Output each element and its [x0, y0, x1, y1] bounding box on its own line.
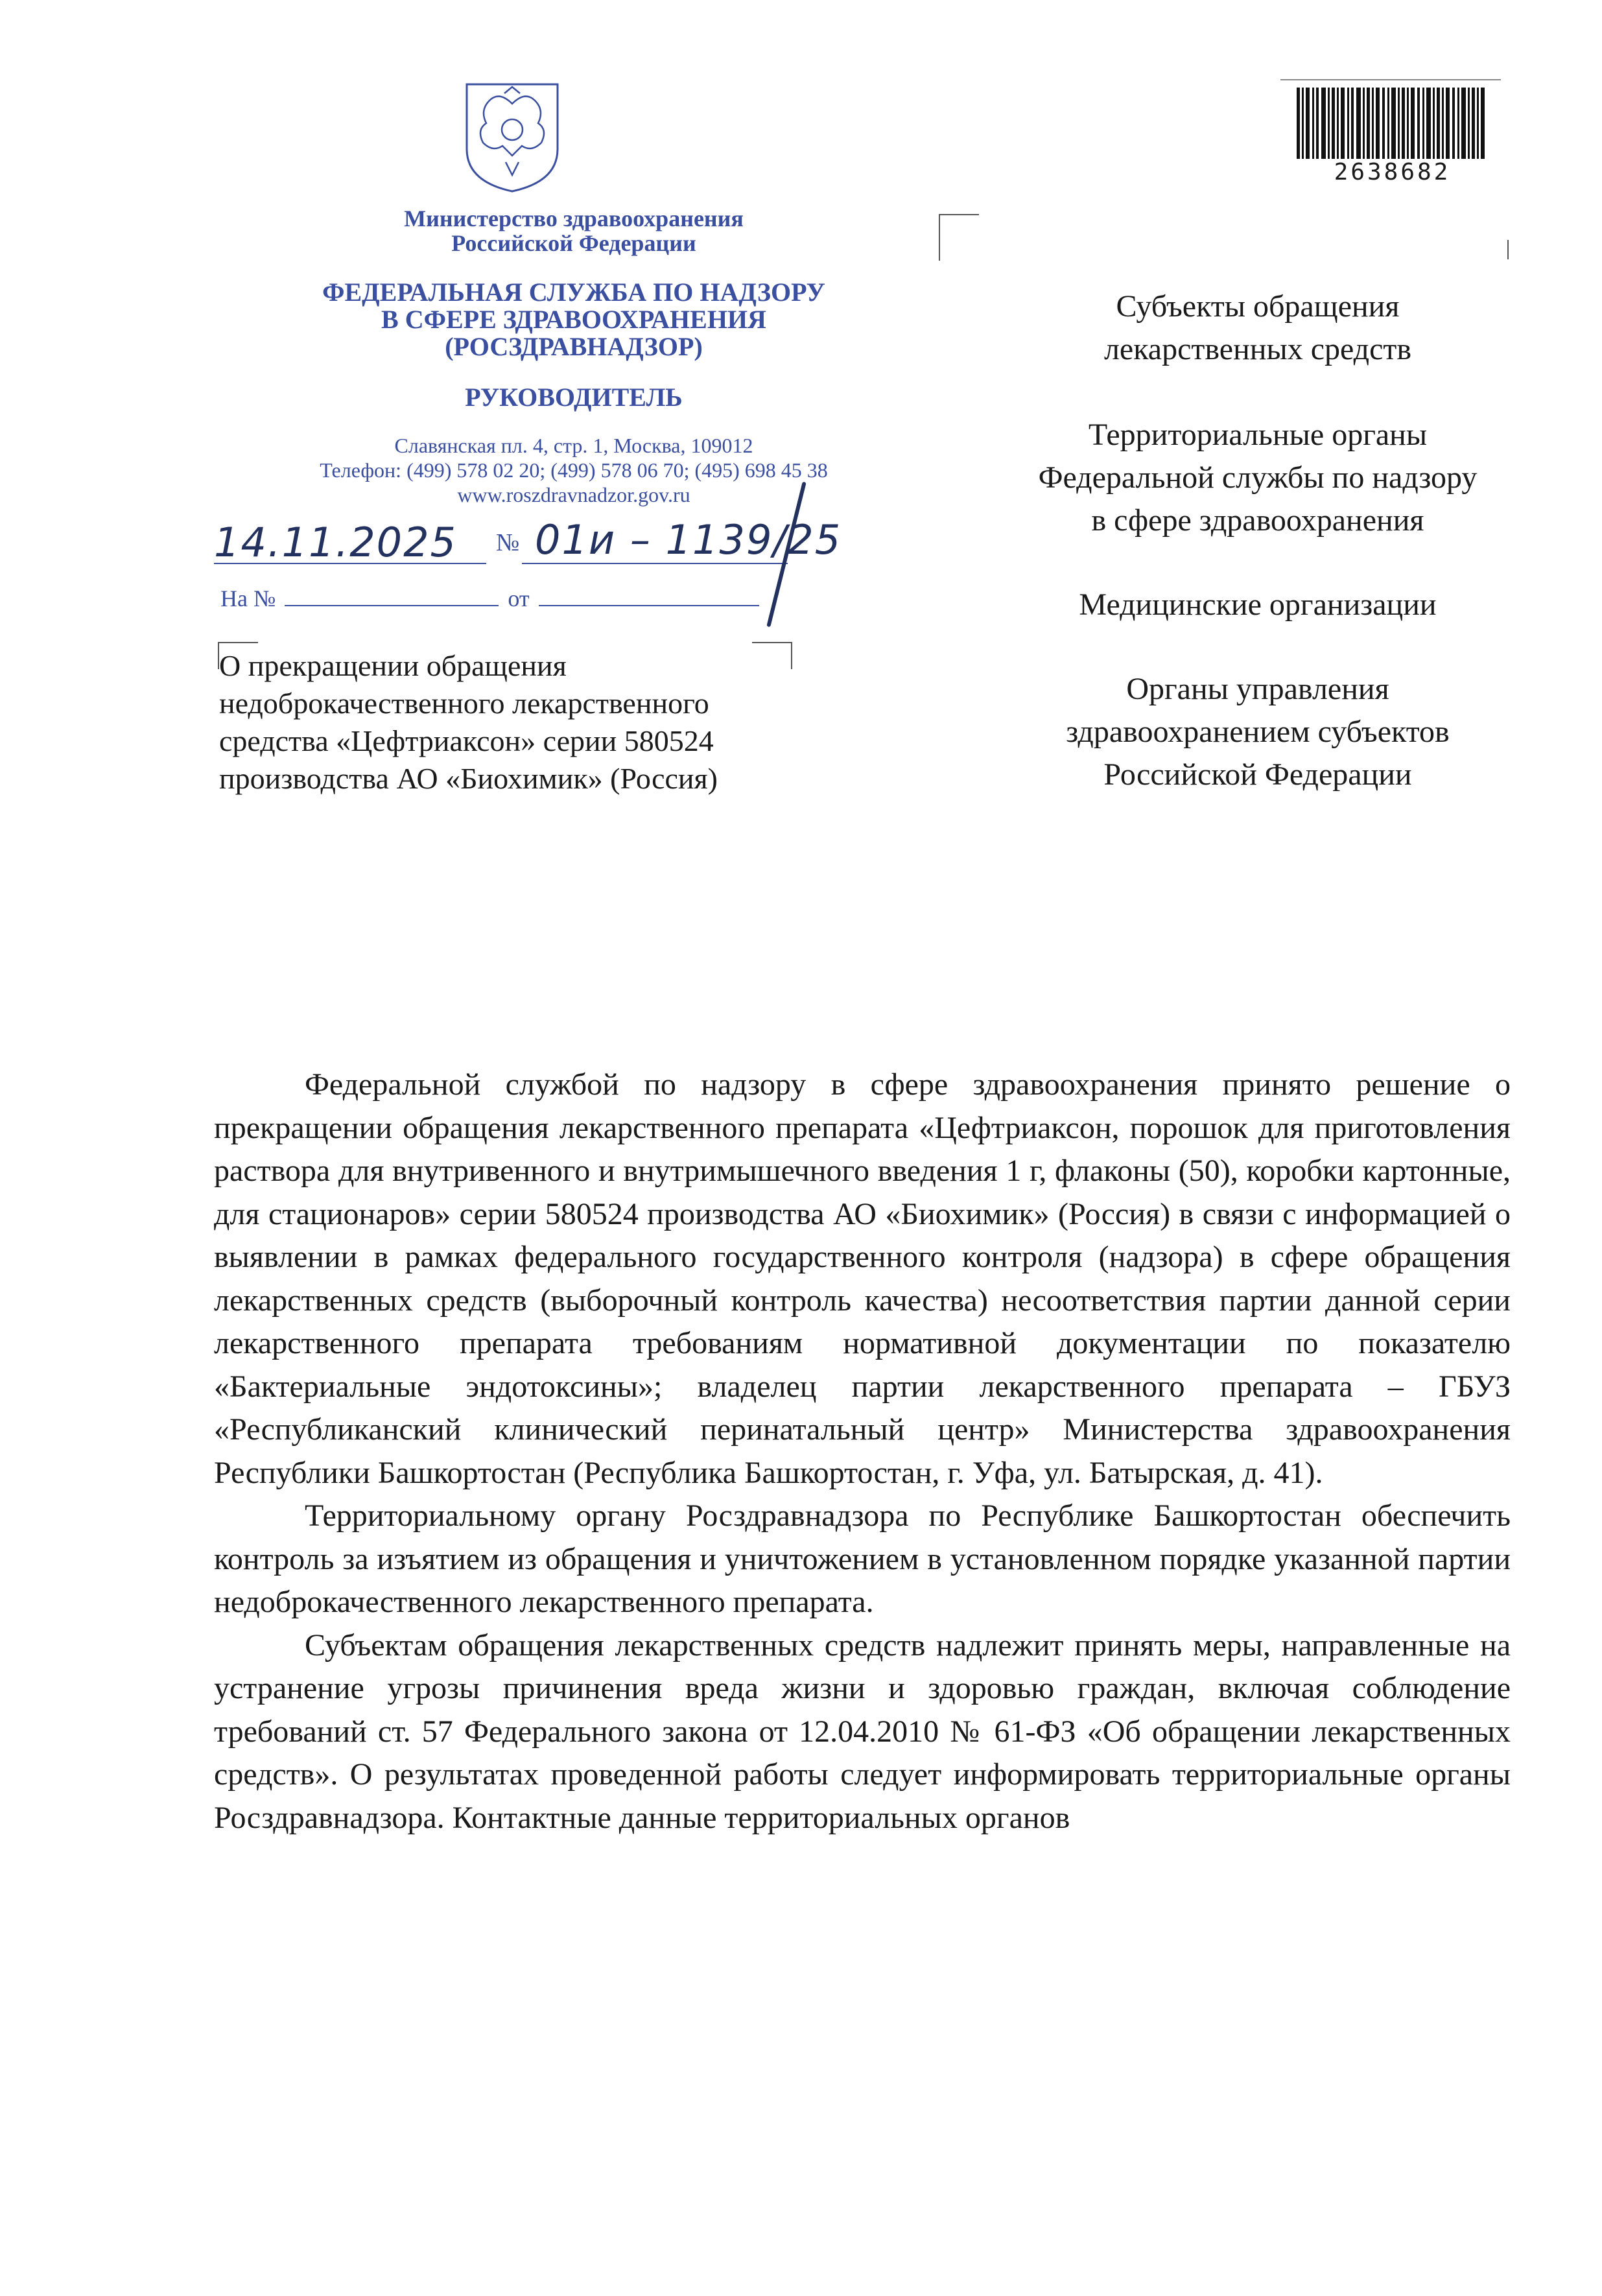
barcode — [1297, 88, 1488, 159]
registration-number-sign: № — [496, 529, 520, 556]
reply-number-label: На № — [220, 586, 276, 611]
letterhead-position: РУКОВОДИТЕЛЬ — [465, 383, 683, 412]
letterhead-contacts: Славянская пл. 4, стр. 1, Москва, 109012 Телефон: (499) 578 02 20; (499) 578 06 70; (495) 698 45 38 www.roszdravnadzor.gov.ru — [320, 434, 828, 506]
reply-date-label: от — [508, 586, 530, 611]
body-paragraph: Субъектам обращения лекарственных средств надлежит принять меры, направленные на устранение угрозы причинения вреда жизни и здоровью граждан, включая соблюдение требований ст. 57 Федерального закона от 12.04.2010 № 61-ФЗ «Об обращении лекарственных средств». О результатах проведенной работы следует информировать территориальные органы Росздравнадзора. Контактные данные территориальных органов — [214, 1627, 1511, 1835]
date-underline — [214, 563, 486, 564]
coat-of-arms-emblem — [454, 71, 571, 195]
address-corner-left — [939, 214, 979, 261]
recipient-block: Территориальные органы Федеральной службы по надзору в сфере здравоохранения — [1038, 418, 1478, 538]
barcode-top-line — [1280, 79, 1501, 80]
body-paragraph: Федеральной службой по надзору в сфере здравоохранения принято решение о прекращении обращения лекарственного препарата «Цефтриаксон, порошок для приготовления раствора для внутривенного и внутримышечного введения 1 г, флаконы (50), коробки картонные, для стационаров» серии 580524 производства АО «Биохимик» (Россия) в связи с информацией о выявлении в рамках федерального государственного контроля (надзора) в сфере обращения лекарственных средств (выборочный контроль качества) несоответствия партии данной серии лекарственного препарата требованиям нормативной документации по показателю «Бактериальные эндотоксины»; владелец партии лекарственного препарата – ГБУЗ «Республиканский клинический перинатальный центр» Министерства здравоохранения Республики Башкортостан (Республика Башкортостан, г. Уфа, ул. Батырская, д. 41). — [214, 1067, 1511, 1490]
reply-number-blank — [285, 586, 499, 606]
number-underline — [522, 563, 788, 564]
registration-date: 14.11.2025 — [214, 519, 457, 566]
reply-date-blank — [539, 586, 759, 606]
recipient-block: Органы управления здравоохранением субъектов Российской Федерации — [1066, 672, 1450, 792]
letter-body — [214, 1063, 1511, 1840]
letterhead-service-name: ФЕДЕРАЛЬНАЯ СЛУЖБА ПО НАДЗОРУ В СФЕРЕ ЗДРАВООХРАНЕНИЯ (РОСЗДРАВНАДЗОР) — [322, 278, 825, 361]
recipient-block: Медицинские организации — [1079, 587, 1437, 622]
letterhead-ministry: Министерство здравоохранения Российской Федерации — [404, 206, 744, 256]
recipient-block: Субъекты обращения лекарственных средств — [1103, 289, 1412, 366]
letter-subject: О прекращении обращения недоброкачественного лекарственного средства «Цефтриаксон» серии 580524 производства АО «Биохимик» (Россия) — [219, 649, 718, 795]
address-corner-right — [1507, 240, 1509, 259]
reply-reference-row — [220, 585, 791, 612]
registration-number: 01и – 1139/25 — [535, 516, 842, 563]
body-paragraph: Территориальному органу Росздравнадзора по Республике Башкортостан обеспечить контроль за изъятием из обращения и уничтожением в установленном порядке указанной партии недоброкачественного лекарственного препарата. — [214, 1498, 1511, 1619]
barcode-number: 2638682 — [1334, 159, 1451, 185]
